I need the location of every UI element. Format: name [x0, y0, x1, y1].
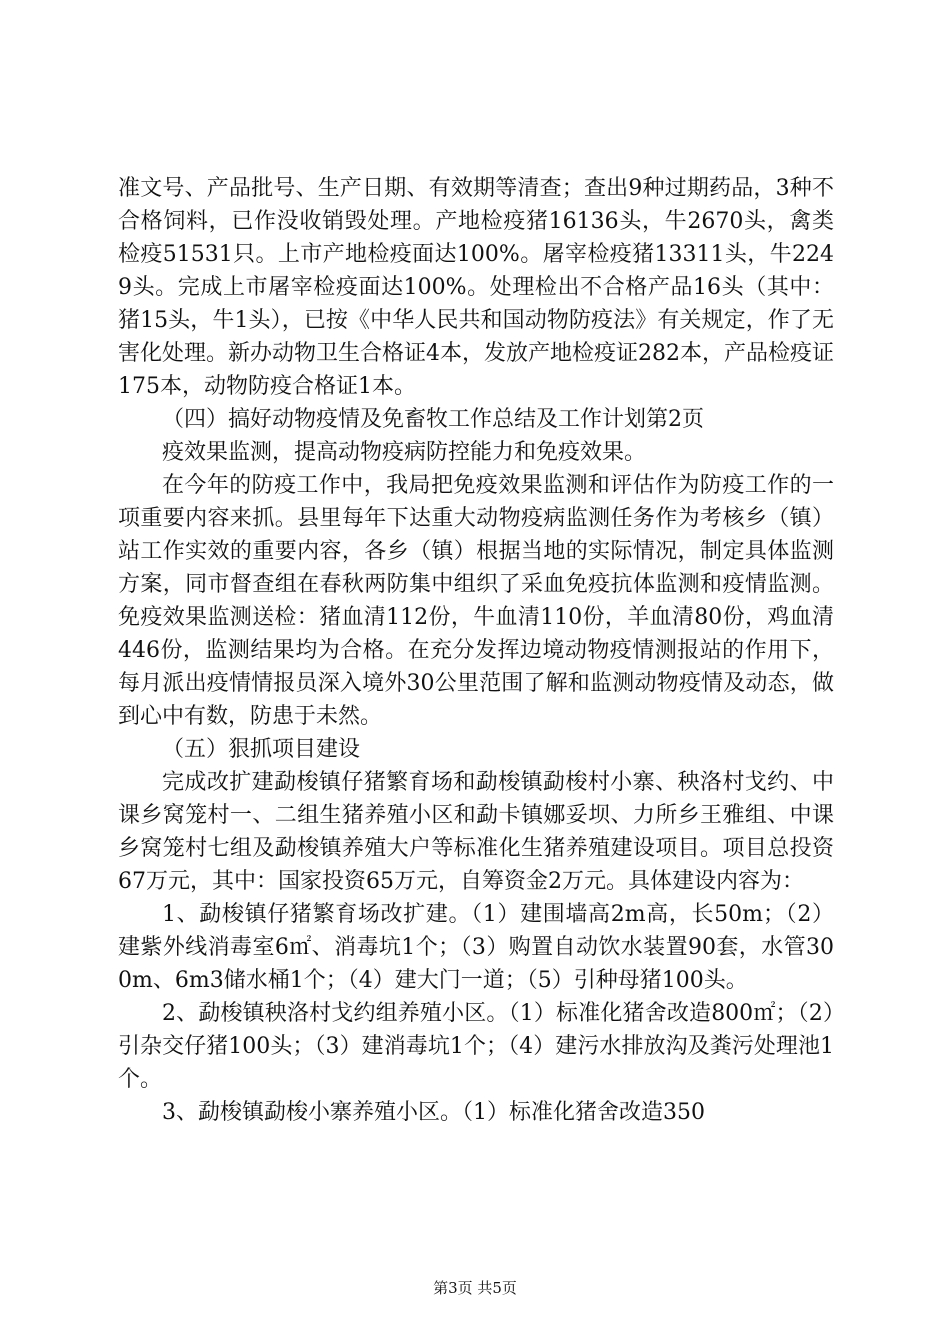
- paragraph-project-overview: 完成改扩建勐梭镇仔猪繁育场和勐梭镇勐梭村小寨、秧洛村戈约、中课乡窝笼村一、二组生猪养殖小区和勐卡镇娜妥坝、力所乡王雅组、中课乡窝笼村七组及勐梭镇养殖大户等标准化生猪养殖建设项目。项目总投资67万元，其中：国家投资65万元，自筹资金2万元。具体建设内容为：: [118, 770, 834, 894]
- page-footer: 第3页 共5页: [433, 1279, 517, 1297]
- paragraph-immunity-effect: 疫效果监测，提高动物疫病防控能力和免疫效果。: [162, 440, 647, 465]
- list-item-1: 1、勐梭镇仔猪繁育场改扩建。（1）建围墙高2m高，长50m；（2）建紫外线消毒室6㎡、消毒坑1个；（3）购置自动饮水装置90套，水管300m、6m3储水桶1个；（4）建大门一道；（5）引种母猪100头。: [118, 902, 834, 993]
- section-heading-4: （四）搞好动物疫情及免畜牧工作总结及工作计划第2页: [162, 407, 704, 432]
- list-item-2: 2、勐梭镇秧洛村戈约组养殖小区。（1）标准化猪舍改造800㎡；（2）引杂交仔猪100头；（3）建消毒坑1个；（4）建污水排放沟及粪污处理池1个。: [118, 1001, 834, 1092]
- section-heading-5: （五）狠抓项目建设: [162, 737, 361, 762]
- document-body: [118, 172, 834, 1129]
- paragraph-quarantine-stats: 准文号、产品批号、生产日期、有效期等清查；查出9种过期药品，3种不合格饲料，已作没收销毁处理。产地检疫猪16136头，牛2670头，禽类检疫51531只。上市产地检疫面达100%。屠宰检疫猪13311头，牛2249头。完成上市屠宰检疫面达100%。处理检出不合格产品16头（其中：猪15头，牛1头），已按《中华人民共和国动物防疫法》有关规定，作了无害化处理。新办动物卫生合格证4本，发放产地检疫证282本，产品检疫证175本，动物防疫合格证1本。: [118, 176, 834, 399]
- paragraph-monitoring-work: 在今年的防疫工作中，我局把免疫效果监测和评估作为防疫工作的一项重要内容来抓。县里每年下达重大动物疫病监测任务作为考核乡（镇）站工作实效的重要内容，各乡（镇）根据当地的实际情况，制定具体监测方案，同市督查组在春秋两防集中组织了采血免疫抗体监测和疫情监测。免疫效果监测送检：猪血清112份，牛血清110份，羊血清80份，鸡血清446份，监测结果均为合格。在充分发挥边境动物疫情测报站的作用下，每月派出疫情情报员深入境外30公里范围了解和监测动物疫情及动态，做到心中有数，防患于未然。: [118, 473, 834, 729]
- list-item-3: 3、勐梭镇勐梭小寨养殖小区。（1）标准化猪舍改造350: [162, 1100, 705, 1125]
